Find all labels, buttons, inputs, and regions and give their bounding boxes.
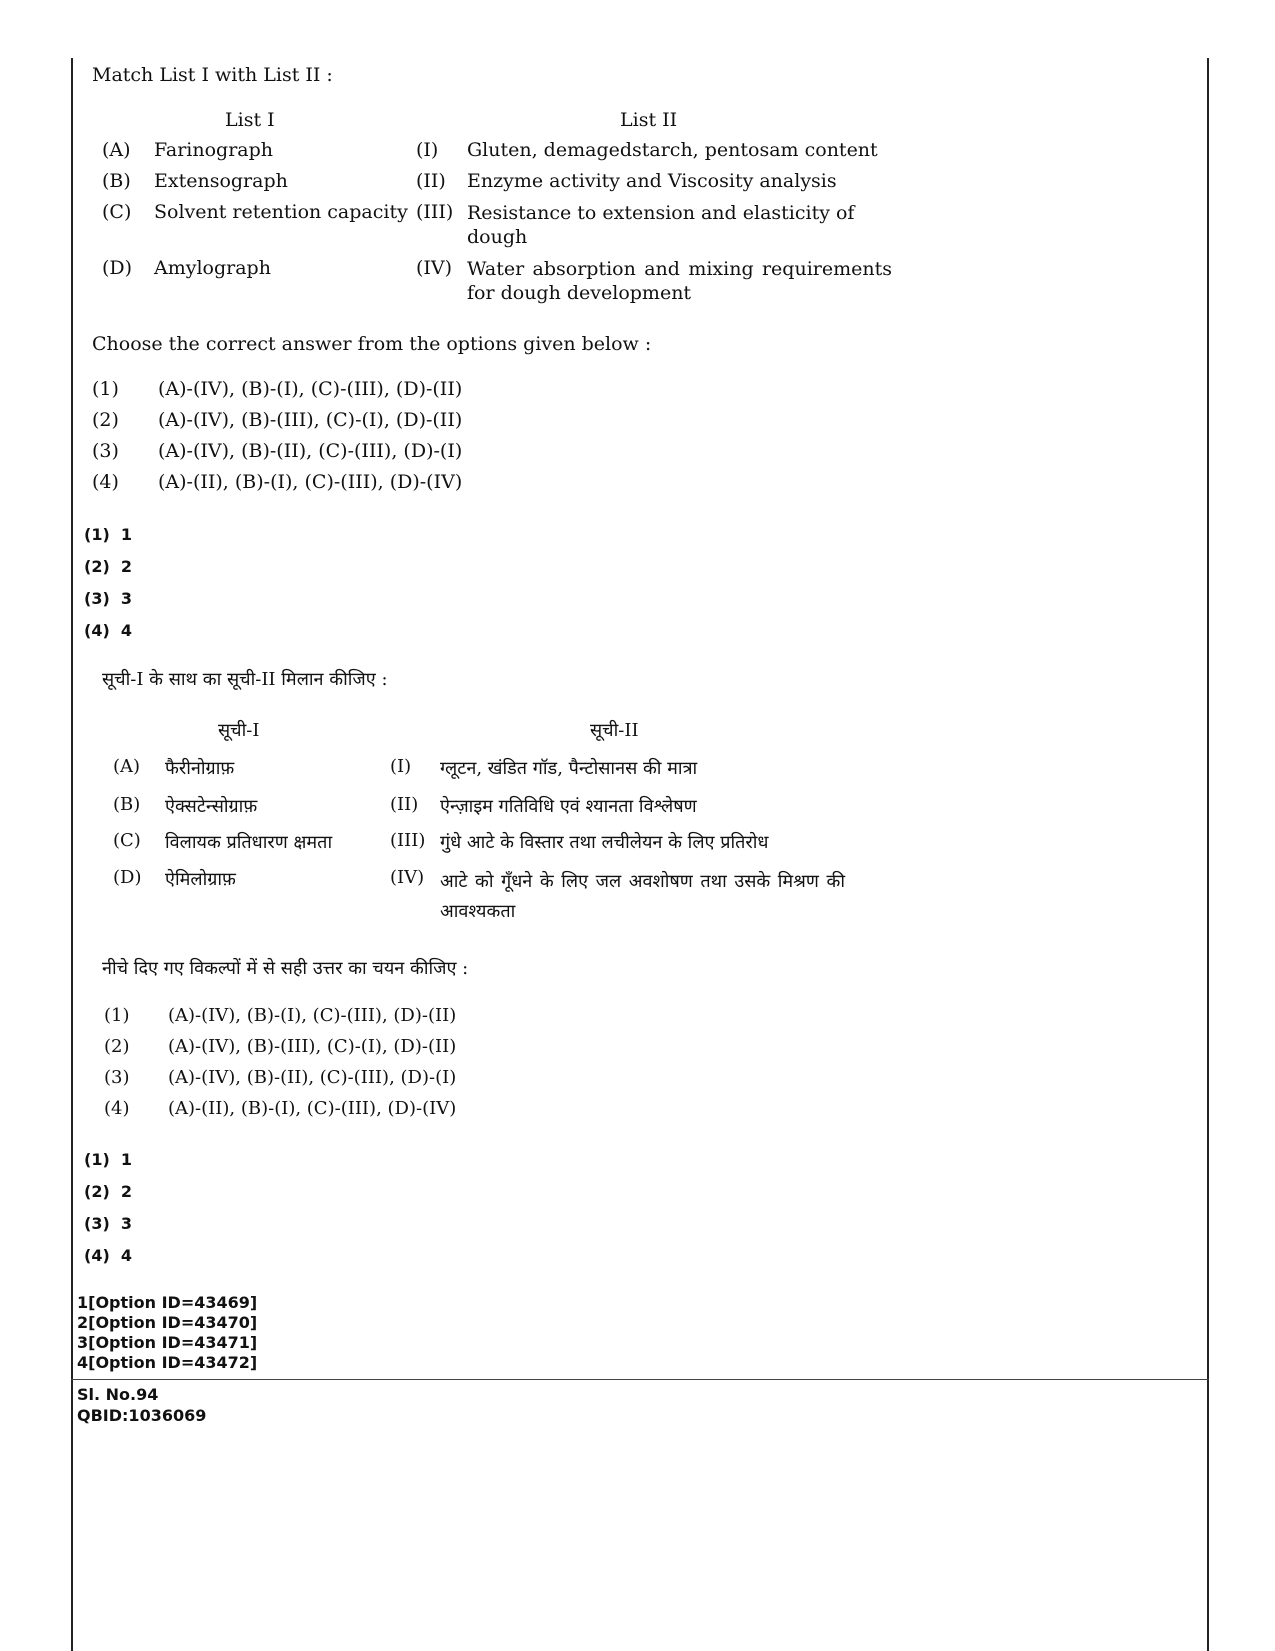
list2-label-ii-en: (II) xyxy=(416,170,446,192)
list1-label-b-hi: (B) xyxy=(113,794,141,815)
option-num-4-hi: (4) xyxy=(104,1098,130,1119)
list2-item-ii-hi: ऐन्ज़ाइम गतिविधि एवं श्यानता विश्लेषण xyxy=(440,796,697,817)
left-border-line xyxy=(71,58,73,1651)
option-id-1: 1[Option ID=43469] xyxy=(77,1293,258,1312)
list1-item-b-en: Extensograph xyxy=(154,170,288,192)
list1-item-d-en: Amylograph xyxy=(154,257,271,279)
option-text-1-hi: (A)-(IV), (B)-(I), (C)-(III), (D)-(II) xyxy=(168,1005,457,1026)
list2-item-i-hi: ग्लूटन, खंडित गॉड, पैन्टोसानस की मात्रा xyxy=(440,758,698,779)
answer-choice-2-hi: (2) 2 xyxy=(84,1182,133,1201)
list1-label-a-hi: (A) xyxy=(113,756,141,777)
option-text-4-hi: (A)-(II), (B)-(I), (C)-(III), (D)-(IV) xyxy=(168,1098,457,1119)
option-num-3-hi: (3) xyxy=(104,1067,130,1088)
answer-choice-3-hi: (3) 3 xyxy=(84,1214,133,1233)
answer-choice-1-en: (1) 1 xyxy=(84,525,133,544)
option-num-2-en: (2) xyxy=(92,409,119,431)
option-id-4: 4[Option ID=43472] xyxy=(77,1353,258,1372)
list1-item-c-hi: विलायक प्रतिधारण क्षमता xyxy=(165,832,333,853)
list1-item-b-hi: ऐक्सटेन्सोग्राफ़ xyxy=(165,796,258,817)
option-num-2-hi: (2) xyxy=(104,1036,130,1057)
option-num-3-en: (3) xyxy=(92,440,119,462)
answer-choice-4-hi: (4) 4 xyxy=(84,1246,133,1265)
option-num-1-hi: (1) xyxy=(104,1005,130,1026)
answer-choice-3-en: (3) 3 xyxy=(84,589,133,608)
list2-header-en: List II xyxy=(620,109,678,131)
list2-label-ii-hi: (II) xyxy=(390,794,419,815)
serial-number: Sl. No.94 xyxy=(77,1385,159,1404)
list1-item-c-en: Solvent retention capacity xyxy=(154,201,408,223)
list1-label-b-en: (B) xyxy=(102,170,131,192)
list2-label-iv-en: (IV) xyxy=(416,257,453,279)
list2-item-iii-hi: गुंधे आटे के विस्तार तथा लचीलेयन के लिए प्रतिरोध xyxy=(440,832,769,853)
choose-instruction-hi: नीचे दिए गए विकल्पों में से सही उत्तर का चयन कीजिए : xyxy=(102,958,469,979)
option-id-2: 2[Option ID=43470] xyxy=(77,1313,258,1332)
list2-item-iv-en: Water absorption and mixing requirements for dough development xyxy=(467,258,892,304)
list2-label-iv-hi: (IV) xyxy=(390,867,425,888)
list1-item-d-hi: ऐमिलोग्राफ़ xyxy=(165,869,236,890)
option-text-1-en: (A)-(IV), (B)-(I), (C)-(III), (D)-(II) xyxy=(158,378,463,400)
option-text-3-hi: (A)-(IV), (B)-(II), (C)-(III), (D)-(I) xyxy=(168,1067,457,1088)
option-text-3-en: (A)-(IV), (B)-(II), (C)-(III), (D)-(I) xyxy=(158,440,463,462)
list2-label-i-hi: (I) xyxy=(390,756,412,777)
question-instruction-hi: सूची-I के साथ का सूची-II मिलान कीजिए : xyxy=(102,669,388,690)
list2-label-iii-hi: (III) xyxy=(390,830,426,851)
list2-label-i-en: (I) xyxy=(416,139,439,161)
list1-label-c-en: (C) xyxy=(102,201,132,223)
choose-instruction-en: Choose the correct answer from the options given below : xyxy=(92,333,652,355)
question-separator-line xyxy=(71,1379,1209,1380)
list2-item-iv-hi: आटे को गूँधने के लिए जल अवशोषण तथा उसके मिश्रण की आवश्यकता xyxy=(440,871,845,922)
list2-item-iii-en: Resistance to extension and elasticity of dough xyxy=(467,202,855,248)
list2-item-ii-en: Enzyme activity and Viscosity analysis xyxy=(467,170,837,192)
option-text-2-hi: (A)-(IV), (B)-(III), (C)-(I), (D)-(II) xyxy=(168,1036,457,1057)
list1-label-d-hi: (D) xyxy=(113,867,142,888)
list2-item-i-en: Gluten, demagedstarch, pentosam content xyxy=(467,139,878,161)
answer-choice-1-hi: (1) 1 xyxy=(84,1150,133,1169)
list1-item-a-hi: फैरीनोग्राफ़ xyxy=(165,758,235,779)
option-num-4-en: (4) xyxy=(92,471,119,493)
list1-label-c-hi: (C) xyxy=(113,830,141,851)
qbid: QBID:1036069 xyxy=(77,1406,207,1425)
option-num-1-en: (1) xyxy=(92,378,119,400)
option-text-4-en: (A)-(II), (B)-(I), (C)-(III), (D)-(IV) xyxy=(158,471,463,493)
list1-header-hi: सूची-I xyxy=(218,720,260,741)
answer-choice-2-en: (2) 2 xyxy=(84,557,133,576)
list1-label-a-en: (A) xyxy=(102,139,131,161)
answer-choice-4-en: (4) 4 xyxy=(84,621,133,640)
option-id-3: 3[Option ID=43471] xyxy=(77,1333,258,1352)
list1-header-en: List I xyxy=(225,109,275,131)
option-text-2-en: (A)-(IV), (B)-(III), (C)-(I), (D)-(II) xyxy=(158,409,463,431)
list1-label-d-en: (D) xyxy=(102,257,133,279)
list2-label-iii-en: (III) xyxy=(416,201,454,223)
list2-header-hi: सूची-II xyxy=(590,720,639,741)
list1-item-a-en: Farinograph xyxy=(154,139,274,161)
question-instruction-en: Match List I with List II : xyxy=(92,64,333,86)
right-border-line xyxy=(1207,58,1209,1651)
